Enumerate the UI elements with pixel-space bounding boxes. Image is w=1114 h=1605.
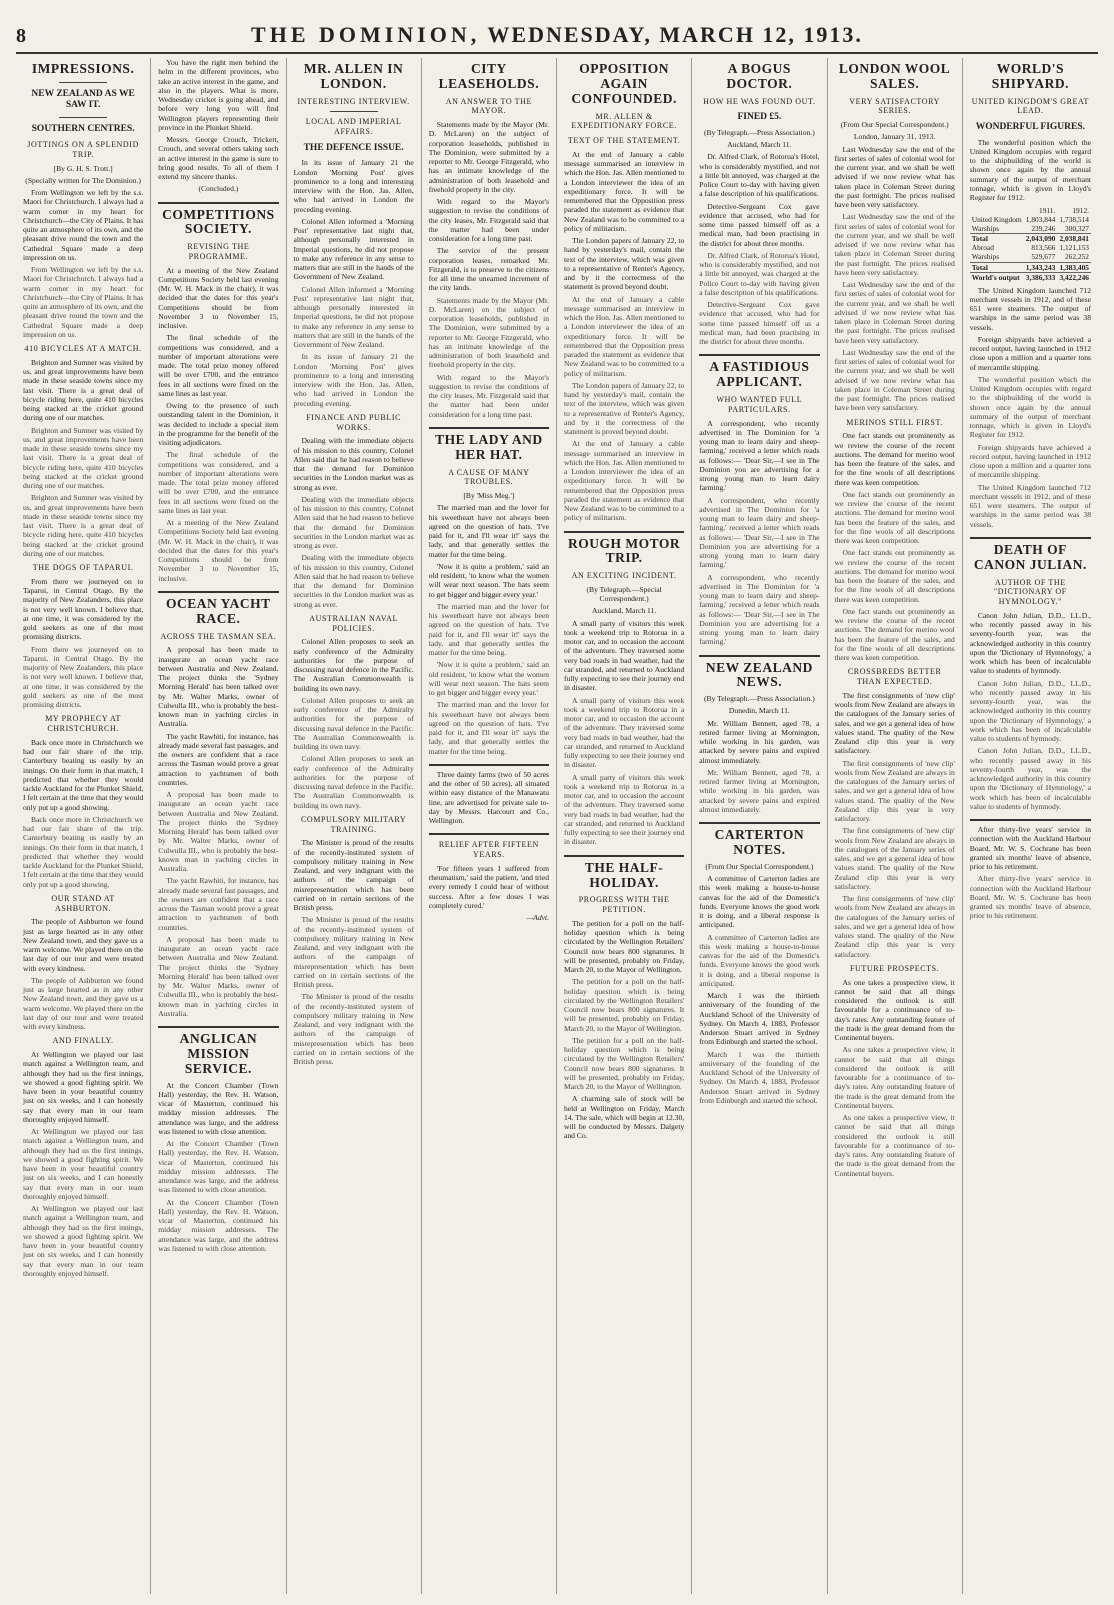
table-cell: 262,252 [1064, 252, 1089, 262]
paragraph: One fact stands out prominently as we review the course of the recent auctions. The demand for merino wool has been the feature of the sales, and for the fine wools of all descriptions there was keen competition. [834, 548, 955, 604]
paragraph: In its issue of January 21 the London 'Morning Post' gives prominence to a long and interesting interview with the Hon. Jas. Allen, who had arrived in London the preceding evening. [293, 352, 414, 408]
table-row [970, 234, 1091, 244]
paragraph: Mr. William Bennett, aged 78, a retired farmer living at Mornington, while working in his garden, was attacked by severe pains and expired almost immediately. [699, 718, 820, 765]
credit-line: (From Our Special Correspondent.) [840, 120, 949, 130]
article-heading: DEATH OF CANON JULIAN. [973, 541, 1087, 572]
table-row [970, 224, 1091, 234]
column-2 [151, 58, 286, 1594]
paragraph: Dealing with the immediate objects of his mission to this country, Colonel Allen said that he had reason to believe that the demand for Dominion securities in the London market was as strong as ever. [293, 494, 414, 551]
article-subheading: VERY SATISFACTORY SERIES. [849, 96, 940, 116]
paragraph: Statements made by the Mayor (Mr. D. McLaren) on the subject of corporation leaseholds, published in The Dominion, were submitted by a reporter to Mr. George Fitzgerald, who has an intimate knowledge of the administration of both leasehold and freehold property in the city. [428, 295, 549, 370]
paragraph: Mr. William Bennett, aged 78, a retired farmer living at Mornington, while working in his garden, was attacked by severe pains and expired almost immediately. [699, 767, 820, 814]
table-cell: 3,422,246 [1057, 272, 1091, 282]
paragraph: In its issue of January 21 the London 'Morning Post' gives prominence to a long and interesting interview with the Hon. Jas. Allen, who had arrived in London the preceding evening. [293, 158, 414, 214]
table-cell: 300,327 [1064, 224, 1089, 234]
section-subhead: COMPULSORY MILITARY TRAINING. [300, 814, 407, 834]
paragraph: As one takes a prospective view, it cannot be said that all things considered the outlook is still favourable for a continuance of to-day's rates. Any outstanding feature of the trade is the great demand from the Continental buyers. [834, 977, 955, 1043]
paragraph: At the end of January a cable message summarised an interview in which the Hon. Jas. Allen mentioned to a London interviewer the idea of an expeditionary force. It will be remembered that the Opposition press paraded the statement as evidence that New Zealand was to be committed to a policy of militarism. [564, 439, 685, 523]
table-cell: 2,043,090 [1024, 234, 1058, 244]
credit-line: (Specially written for The Dominion.) [25, 175, 141, 185]
article-subheading: AN ANSWER TO THE MAYOR. [445, 96, 533, 116]
paragraph: Colonel Allen informed a 'Morning Post' representative last night that, although personally interested in Imperial questions, he did not propose to make any reference in any sense to matters that are still in the hands of the Government of New Zealand. [293, 216, 414, 282]
paragraph: Colonel Allen proposes to seek an early conference of the Admiralty authorities for the purpose of discussing naval defence in the Pacific. The Australian Commonwealth is building its own navy. [293, 754, 414, 810]
paragraph: Owing to the presence of such outstanding talent in the Dominion, it was decided to include a special item in the programme for the benefit of the visiting adjudicators. [158, 401, 279, 448]
article-heading: IMPRESSIONS. [31, 61, 135, 76]
paragraph: The Minister is proud of the results of the recently-instituted system of compulsory military training in New Zealand, and very indignant with the authors of the campaign of misrepresentation which has been carried on in certain sections of the British press. [293, 915, 414, 990]
table-cell: World's output [970, 272, 1024, 282]
article-subheading: HOW HE WAS FOUND OUT. [703, 96, 816, 106]
paragraph: Foreign shipyards have achieved a record output, having launched in 1912 close upon a million and a quarter tons of mercantile shipping. [969, 442, 1091, 480]
paragraph: A correspondent, who recently advertised in The Dominion for 'a young man to learn dairy and sheep-farming,' received a letter which reads as follows:— 'Dear Sir,—I see in The Dominion you are advertising for a strong young man to learn dairy farming.' [699, 495, 820, 570]
column-5 [557, 58, 692, 1594]
table-cell: 3,386,333 [1024, 272, 1058, 282]
paragraph: A small party of visitors this week took a weekend trip to Rotorua in a motor car, and to occasion the account of the adventure. They traversed some very bad roads in bad weather, had the car stranded, and returned to Auckland fully expecting to see their journey end in disaster. [564, 772, 685, 847]
paragraph: A proposal has been made to inaugurate an ocean yacht race between Australia and New Zealand. The project thinks the 'Sydney Morning Herald' has been talked over by Mr. Walter Marks, owner of Culwulla III., who is probably the best-known man in yachting circles in Australia. [158, 934, 279, 1018]
paragraph: One fact stands out prominently as we review the course of the recent auctions. The demand for merino wool has been the feature of the sales, and for the fine wools of all descriptions there was keen competition. [834, 489, 955, 546]
article-heading: NEW ZEALAND NEWS. [705, 659, 813, 690]
article-subheading: REVISING THE PROGRAMME. [187, 242, 250, 261]
column-6 [692, 58, 827, 1594]
article-subheading: ACROSS THE TASMAN SEA. [160, 631, 277, 641]
section-subhead: 410 BICYCLES AT A MATCH. [24, 344, 142, 354]
paragraph: Brighton and Sumner was visited by us, and great improvements have been made in these seaside towns since my last visit. There is a great deal of bicycle riding here, quite 410 bicycles being stacked at the cricket ground during one of our matches. [23, 493, 144, 558]
table-total-row [970, 272, 1091, 282]
paragraph: One fact stands out prominently as we review the course of the recent auctions. The demand for merino wool has been the feature of the sales, and for the fine wools of all descriptions there was keen competition. [834, 606, 955, 663]
paragraph: 'Now it is quite a problem,' said an old resident, 'to know what the women will wear next season. The hats seem to get bigger and bigger every year.' [428, 660, 549, 698]
paragraph: At a meeting of the New Zealand Competitions Society held last evening (Mr. W. H. Mack in the chair), it was decided that the dates for this year's Competitions should be from November 3 to November 15, inclusive. [158, 518, 279, 583]
paragraph: A charming sale of stock will be held at Wellington on Friday, March 14. The sale, which will begin at 12.30, will be conducted by Messrs. Dalgety and Co. [564, 1094, 685, 1141]
article-heading: LONDON WOOL SALES. [838, 61, 951, 91]
paragraph: A committee of Carterton ladies are this week making a house-to-house canvas for the aid of the Domestic's funds. Everyone knows the good work it is doing, and a liberal response is anticipated. [699, 874, 820, 930]
paragraph: Brighton and Sumner was visited by us, and great improvements have been made in these seaside towns since my last visit. There is a great deal of bicycle riding here, quite 410 bicycles being stacked at the cricket ground during one of our matches. [23, 357, 144, 423]
paragraph: Brighton and Sumner was visited by us, and great improvements have been made in these seaside towns since my last visit. There is a great deal of bicycle riding here, quite 410 bicycles being stacked at the cricket ground during one of our matches. [23, 425, 144, 491]
article-subheading: MR. ALLEN & EXPEDITIONARY FORCE. [571, 111, 677, 131]
article-heading: ANGLICAN MISSION SERVICE. [179, 1031, 258, 1076]
table-cell [970, 206, 1024, 215]
article-subheading: INTERESTING INTERVIEW. [297, 96, 410, 106]
paragraph: Foreign shipyards have achieved a record output, having launched in 1912 close upon a million and a quarter tons of mercantile shipping. [969, 334, 1091, 372]
paragraph: Detective-Sergeant Cox gave evidence that accused, who had for some time passed himself off as a medical man, had been practising in the district for about three months. [699, 201, 820, 248]
section-subhead: FUTURE PROSPECTS. [849, 963, 940, 973]
table-cell: 239,246 [1031, 224, 1056, 234]
paragraph: At Wellington we played our last match against a Wellington team, and although they had us the first innings, we showed a good fighting spirit. We have been in your beautiful country just on six weeks, and I can honestly say that every man in our team thoroughly enjoyed himself. [23, 1050, 144, 1124]
article-subheading: AUTHOR OF THE "DICTIONARY OF HYMNOLOGY." [993, 577, 1067, 607]
section-subhead: MY PROPHECY AT CHRISTCHURCH. [45, 714, 122, 734]
paragraph: The Minister is proud of the results of the recently-instituted system of compulsory military training in New Zealand, and very indignant with the authors of the campaign of misrepresentation which has been carried on in certain sections of the British press. [293, 838, 414, 913]
section-subhead: OUR STAND AT ASHBURTON. [51, 893, 115, 913]
column-3 [287, 58, 422, 1594]
section-subhead: MERINOS STILL FIRST. [846, 417, 943, 427]
article-subheading: AN EXCITING INCIDENT. [571, 571, 677, 581]
paragraph: The London papers of January 22, to hand by yesterday's mail, contain the text of the interview, which was given to a representative of Renter's Agency, and by it the correctness of the statement is proved beyond doubt. [564, 236, 685, 292]
paper-name: THE DOMINION, [251, 22, 481, 47]
paragraph: Last Wednesday saw the end of the first series of sales of colonial wool for the current year, and we shall be well advised if we now review what has taken place in Coleman Street during the past fortnight. The prices realised have been very satisfactory. [834, 144, 955, 210]
article-heading: CARTERTON NOTES. [714, 827, 805, 858]
paragraph: At the Concert Chamber (Town Hall) yesterday, the Rev. H. Watson, vicar of Masterton, continued his midday mission addresses. The attendance was large, and the address was listened to with close attention. [158, 1139, 279, 1195]
article-subheading: JOTTINGS ON A SPLENDID TRIP. [27, 140, 139, 159]
paragraph: The United Kingdom launched 712 merchant vessels in 1912, and of these 651 were steamers. The output of warships in the same period was 38 vessels. [969, 285, 1091, 332]
paragraph: The first consignments of 'new clip' wools from New Zealand are always in the catalogues of the January series of sales, and we get a general idea of how values stand. The quality of the New Zealand clip this year is very satisfactory. [834, 690, 955, 756]
article-subheading: UNITED KINGDOM'S GREAT LEAD. [971, 96, 1090, 116]
paragraph: At Wellington we played our last match against a Wellington team, and although they had us the first innings, we showed a good fighting spirit. We have been in your beautiful country just on six weeks, and I can honestly say that every man in our team thoroughly enjoyed himself. [23, 1127, 144, 1201]
section-subhead: AUSTRALIAN NAVAL POLICIES. [309, 613, 398, 633]
table-row [970, 215, 1091, 224]
credit-line: (By Telegraph.—Press Association.) [704, 127, 815, 137]
paragraph: With regard to the Mayor's suggestion to revise the conditions of the city leases, Mr. Fitzgerald said that the matter had been under consideration for a long time past. [428, 197, 549, 244]
paragraph: The petition for a poll on the half-holiday question which is being circulated by the Wellington Retailers' Council now bears 800 signatures. It will be presented, probably on Friday, March 20, to the Mayor of Wellington. [564, 1035, 685, 1092]
paragraph: Back once more in Christchurch we had our fair share of the trip. Canterbury beating us easily by an innings. On their form in that match, I predicted that whether they would tackle Auckland for the Plunket Shield, I felt certain at the time that they would only put up a good showing. [23, 814, 144, 889]
paragraph: A proposal has been made to inaugurate an ocean yacht race between Australia and New Zealand. The project thinks the 'Sydney Morning Herald' has been talked over by Mr. Walter Marks, owner of Culwulla III., who is probably the best-known man in yachting circles in Australia. [158, 790, 279, 874]
article-subheading: WHO WANTED FULL PARTICULARS. [716, 395, 803, 414]
paragraph: The married man and the lover for his sweetheart have not always been agreed on the question of hats. 'I've paid for it, and I'll wear it!' says the lady, and that generally settles the matter for the time being. [428, 700, 549, 756]
article-heading: RELIEF AFTER FIFTEEN YEARS. [438, 840, 539, 860]
table-cell: Total [970, 234, 1024, 244]
byline: [By 'Miss Meg.'] [463, 491, 515, 501]
table-row [970, 252, 1091, 262]
paragraph: The petition for a poll on the half-holiday question which is being circulated by the Wellington Retailers' Council now bears 800 signatures. It will be presented, probably on Friday, March 20, to the Mayor of Wellington. [564, 977, 685, 1033]
paragraph: Three dainty farms (two of 50 acres and the other of 50 acres), all situated within easy distance of the Manawatu line, are advertised for private sale to-day by Messrs. Harcourt and Co., Wellington. [428, 769, 549, 826]
article-heading: OCEAN YACHT RACE. [166, 595, 271, 626]
paragraph: Colonel Allen informed a 'Morning Post' representative last night that, although personally interested in Imperial questions, he did not propose to make any reference in any sense to matters that are still in the hands of the Government of New Zealand. [293, 284, 414, 350]
paragraph: One fact stands out prominently as we review the course of the recent auctions. The demand for merino wool has been the feature of the sales, and for the fine wools of all descriptions there was keen competition. [834, 431, 955, 487]
column-8 [963, 58, 1098, 1594]
article-subheading: PROGRESS WITH THE PETITION. [578, 895, 670, 915]
column-4 [422, 58, 557, 1594]
paragraph: At a meeting of the New Zealand Competitions Society held last evening (Mr. W. H. Mack in the chair), it was decided that the dates for this year's Competitions should be from November 3 to November 15, inclusive. [158, 265, 279, 331]
paragraph: Last Wednesday saw the end of the first series of sales of colonial wool for the current year, and we shall be well advised if we now review what has taken place in Coleman Street during the past fortnight. The prices realised have been very satisfactory. [834, 212, 955, 277]
dateline: London, January 31, 1913. [853, 132, 936, 142]
paragraph: From there we journeyed on to Taparui, in Central Otago. By the majority of New Zealanders, this place is not very well known. I believe that, at one time, it was considered by the gold seekers as one of the most promising districts. [23, 576, 144, 642]
paragraph: The London papers of January 22, to hand by yesterday's mail, contain the text of the interview, which was given to a representative of Renter's Agency, and by it the correctness of the statement is proved beyond doubt. [564, 380, 685, 437]
paragraph: Messrs. George Crouch, Trickett, Crouch, and several others taking such an active interest in the game is sure to bring good results. To all of them I extend my sincere thanks. [158, 135, 279, 181]
paragraph: A correspondent, who recently advertised in The Dominion for 'a young man to learn dairy and sheep-farming,' received a letter which reads as follows:— 'Dear Sir,—I see in The Dominion you are advertising for a strong young man to learn dairy farming.' [699, 418, 820, 493]
masthead-title [76, 22, 1038, 48]
paragraph: The final schedule of the competitions was considered, and a number of important alterations were made. The total prize money offered will be over £700, and the entrance fees in all sections were fixed on the same lines as last year. [158, 333, 279, 398]
article-subheading: A CAUSE OF MANY TROUBLES. [448, 467, 530, 487]
paragraph: The married man and the lover for his sweetheart have not always been agreed on the question of hats. 'I've paid for it, and I'll wear it!' says the lady, and that generally settles the matter for the time being. [428, 601, 549, 658]
column-7 [828, 58, 963, 1594]
paragraph: The people of Ashburton we found just as large hearted as in any other New Zealand town, and they gave us a warm welcome. We played there on the last day of our tour and were treated with every kindness. [23, 917, 144, 973]
article-heading: ROUGH MOTOR TRIP. [568, 535, 681, 566]
paragraph: At the Concert Chamber (Town Hall) yesterday, the Rev. H. Watson, vicar of Masterton, continued his midday mission addresses. The attendance was large, and the address was listened to with close attention. [158, 1197, 279, 1253]
dateline: Auckland, March 11. [727, 140, 792, 150]
table-cell: Abroad [971, 243, 994, 253]
paragraph: Last Wednesday saw the end of the first series of sales of colonial wool for the current year, and we shall be well advised if we now review what has taken place in Coleman Street during the past fortnight. The prices realised have been very satisfactory. [834, 347, 955, 413]
page-number: 8 [16, 25, 26, 47]
paragraph: As one takes a prospective view, it cannot be said that all things considered the outlook is still favourable for a continuance of to-day's rates. Any outstanding feature of the trade is the great demand from the Continental buyers. [834, 1113, 955, 1178]
table-cell: Warships [971, 224, 1000, 234]
credit-line: (From Our Special Correspondent.) [705, 861, 814, 871]
table-cell: Total [970, 262, 1024, 272]
paragraph: The United Kingdom launched 712 merchant vessels in 1912, and of these 651 were steamers. The output of warships in the same period was 38 vessels. [969, 482, 1091, 529]
section-subhead: CROSSBREDS BETTER THAN EXPECTED. [847, 667, 942, 687]
paragraph: Dealing with the immediate objects of his mission to this country, Colonel Allen said that he had reason to believe that the demand for Dominion securities in the London market was as strong as ever. [293, 553, 414, 609]
article-subheading: FINED £5. [737, 112, 782, 123]
paragraph: Canon John Julian, D.D., LL.D., who recently passed away in his seventy-fourth year, was the acknowledged authority in this country upon the 'Dictionary of Hymnology,' a work which has been of incalculable value to students of hymnody. [969, 610, 1091, 676]
column-1 [16, 58, 151, 1594]
paragraph: After thirty-five years' service in connection with the Auckland Harbour Board, Mr. W. S. Cochrane has been granted six months' leave of absence, prior to his retirement. [969, 825, 1091, 872]
masthead [16, 14, 1098, 54]
article-heading: A FASTIDIOUS APPLICANT. [709, 359, 810, 390]
article-subheading: NEW ZEALAND AS WE SAW IT. [31, 88, 135, 111]
table-cell: 1,121,153 [1059, 243, 1089, 253]
issue-date: WEDNESDAY, MARCH 12, 1913. [487, 22, 863, 47]
paragraph: March 1 was the thirtieth anniversary of the founding of the Auckland School of the University of Sydney. On March 4, 1883, Professor Anderson Stuart arrived in Sydney from Edinburgh and started the school. [699, 1049, 820, 1105]
shipbuilding-table [970, 206, 1091, 281]
paragraph: The Minister is proud of the results of the recently-instituted system of compulsory military training in New Zealand, and very indignant with the authors of the campaign of misrepresentation which has been carried on in certain sections of the British press. [293, 992, 414, 1067]
table-row [970, 262, 1091, 272]
table-cell: Warships [971, 252, 1000, 262]
paragraph: The first consignments of 'new clip' wools from New Zealand are always in the catalogues of the January series of sales, and we get a general idea of how values stand. The quality of the New Zealand clip this year is very satisfactory. [834, 894, 955, 959]
table-cell: 1911. [1039, 206, 1056, 216]
article-heading: A BOGUS DOCTOR. [726, 61, 793, 91]
article-subheading: LOCAL AND IMPERIAL AFFAIRS. [305, 117, 402, 137]
paragraph: As one takes a prospective view, it cannot be said that all things considered the outlook is still favourable for a continuance of to-day's rates. Any outstanding feature of the trade is the great demand from the Continental buyers. [834, 1045, 955, 1110]
paragraph: The wonderful position which the United Kingdom occupies with regard to the shipbuilding of the world is shown once again by the annual summary of the output of merchant tonnage, which is given in Lloyd's Register for 1912. [969, 374, 1091, 440]
paragraph: The wonderful position which the United Kingdom occupies with regard to the shipbuilding of the world is shown once again by the annual summary of the output of merchant tonnage, which is given in Lloyd's Register for 1912. [969, 137, 1091, 203]
paragraph: Statements made by the Mayor (Mr. D. McLaren) on the subject of corporation leaseholds, published in The Dominion, were submitted by a reporter to Mr. George Fitzgerald, who has an intimate knowledge of the administration of both leasehold and freehold property in the city. [428, 120, 549, 194]
table-cell: 1,803,844 [1025, 215, 1056, 225]
article-subheading: SOUTHERN CENTRES. [31, 123, 135, 134]
paragraph: Colonel Allen proposes to seek an early conference of the Admiralty authorities for the purpose of discussing naval defence in the Pacific. The Australian Commonwealth is building its own navy. [293, 637, 414, 693]
article-heading: OPPOSITION AGAIN CONFOUNDED. [571, 61, 677, 106]
section-subhead: FINANCE AND PUBLIC WORKS. [306, 412, 402, 432]
advert-mark: —Advt. [526, 913, 549, 923]
credit-line: (By Telegraph.—Special Correspondent.) [586, 584, 662, 604]
paragraph: 'Now it is quite a problem,' said an old resident, 'to know what the women will wear next season. The hats seem to get bigger and bigger every year.' [428, 561, 549, 599]
paragraph: The people of Ashburton we found just as large hearted as in any other New Zealand town, and they gave us a warm welcome. We played there on the last day of our tour and were treated with every kindness. [23, 975, 144, 1032]
paragraph: You have the right men behind the helm in the different provinces, who take an active interest in the game, and also in the players. What is more, Wednesday cricket is going ahead, and before very long you will find Wellington players representing their province in the Plunket Shield. [158, 58, 279, 132]
paragraph: From Wellington we left by the s.s. Maori for Christchurch. I always had a warm corner in my heart for Christchurch—the City of Plains. It has quite an atmosphere of its own, and the pleasant drive round the town and the Cathedral Square made a deep impression on us. [23, 188, 144, 262]
credit-line: (By Telegraph.—Press Association.) [704, 694, 815, 704]
paragraph: At the end of January a cable message summarised an interview in which the Hon. Jas. Allen mentioned to a London interviewer the idea of an expeditionary force. It will be remembered that the Opposition press paraded the statement as evidence that New Zealand was to be committed to a policy of militarism. [564, 149, 685, 233]
article-heading: WORLD'S SHIPYARD. [991, 61, 1069, 91]
paragraph: A proposal has been made to inaugurate an ocean yacht race between Australia and New Zealand. The project thinks the 'Sydney Morning Herald' has been talked over by Mr. Walter Marks, owner of Culwulla III., who is probably the best-known man in yachting circles in Australia. [158, 645, 279, 729]
article-heading: THE LADY AND HER HAT. [435, 431, 543, 462]
paragraph: A small party of visitors this week took a weekend trip to Rotorua in a motor car, and to occasion the account of the adventure. They traversed some very bad roads in bad weather, had the car stranded, and returned to Auckland fully expecting to see their journey end in disaster. [564, 618, 685, 693]
dateline: Auckland, March 11. [592, 606, 657, 616]
table-cell: 2,038,841 [1057, 234, 1091, 244]
columns [16, 58, 1098, 1594]
paragraph: With regard to the Mayor's suggestion to revise the conditions of the city leases, Mr. Fitzgerald said that the matter had been under consideration for a long time past. [428, 372, 549, 419]
table-header-row [970, 206, 1091, 215]
table-cell: 1,738,514 [1059, 215, 1089, 225]
concluded-note: (Concluded.) [198, 184, 239, 194]
paragraph: Detective-Sergeant Cox gave evidence that accused, who had for some time passed himself off as a medical man, had been practising in the district for about three months. [699, 300, 820, 347]
paragraph: The final schedule of the competitions was considered, and a number of important alterations were made. The total prize money offered will be over £700, and the entrance fees in all sections were fixed on the same lines as last year. [158, 450, 279, 515]
paragraph: Dr. Alfred Clark, of Rotorua's Hotel, who is considerably mystified, and not a little bit annoyed, was charged at the Police Court to-day with having given a false description of his qualifications. [699, 152, 820, 199]
article-heading: MR. ALLEN IN LONDON. [303, 61, 404, 91]
article-subheading: THE DEFENCE ISSUE. [303, 142, 404, 153]
article-heading: CITY LEASEHOLDS. [438, 61, 540, 91]
table-cell: 1,383,405 [1057, 262, 1091, 272]
paragraph: Dealing with the immediate objects of his mission to this country, Colonel Allen said that he had reason to believe that the demand for Dominion securities in the London market was as strong as ever. [293, 436, 414, 492]
table-cell: 813,566 [1031, 243, 1056, 253]
paragraph: After thirty-five years' service in connection with the Auckland Harbour Board, Mr. W. S. Cochrane has been granted six months' leave of absence, prior to his retirement. [969, 874, 1091, 921]
paragraph: The married man and the lover for his sweetheart have not always been agreed on the question of hats. 'I've paid for it, and I'll wear it!' says the lady, and that generally settles the matter for the time being. [428, 503, 549, 559]
paragraph: The yacht Rawhiti, for instance, has already made several fast passages, and the owners are confident that a race across the Tasman would prove a great attraction to yachtsmen of both countries. [158, 876, 279, 932]
paragraph: From there we journeyed on to Taparui, in Central Otago. By the majority of New Zealanders, this place is not very well known. I believe that, at one time, it was considered by the gold seekers as one of the most promising districts. [23, 644, 144, 710]
paragraph: At Wellington we played our last match against a Wellington team, and although they had us the first innings, we showed a good fighting spirit. We have been in your beautiful country just on six weeks, and I can honestly say that every man in our team thoroughly enjoyed himself. [23, 1204, 144, 1278]
paragraph: Canon John Julian, D.D., LL.D., who recently passed away in his seventy-fourth year, was the acknowledged authority in this country upon the 'Dictionary of Hymnology,' a work which has been of incalculable value to students of hymnody. [969, 678, 1091, 744]
paragraph: 'For fifteen years I suffered from rheumatism,' said the patient, 'and tried every remedy I could hear of without success. After a few doses I was completely cured.' [428, 863, 549, 910]
table-cell: 529,677 [1031, 252, 1056, 262]
paragraph: At the end of January a cable message summarised an interview in which the Hon. Jas. Allen mentioned to a London interviewer the idea of an expeditionary force. It will be remembered that the Opposition press paraded the statement as evidence that New Zealand was to be committed to a policy of militarism. [564, 294, 685, 378]
paragraph: The first consignments of 'new clip' wools from New Zealand are always in the catalogues of the January series of sales, and we get a general idea of how values stand. The quality of the New Zealand clip this year is very satisfactory. [834, 826, 955, 891]
article-heading: THE HALF-HOLIDAY. [584, 859, 664, 890]
paragraph: A committee of Carterton ladies are this week making a house-to-house canvas for the aid of the Domestic's funds. Everyone knows the good work it is doing, and a liberal response is anticipated. [699, 932, 820, 988]
dateline: Dunedin, March 11. [728, 706, 790, 716]
paragraph: Colonel Allen proposes to seek an early conference of the Admiralty authorities for the purpose of discussing naval defence in the Pacific. The Australian Commonwealth is building its own navy. [293, 695, 414, 752]
paragraph: A correspondent, who recently advertised in The Dominion for 'a young man to learn dairy and sheep-farming,' received a letter which reads as follows:— 'Dear Sir,—I see in The Dominion you are advertising for a strong young man to learn dairy farming.' [699, 572, 820, 647]
paragraph: A small party of visitors this week took a weekend trip to Rotorua in a motor car, and to occasion the account of the adventure. They traversed some very bad roads in bad weather, had the car stranded, and returned to Auckland fully expecting to see their journey end in disaster. [564, 695, 685, 770]
paragraph: Last Wednesday saw the end of the first series of sales of colonial wool for the current year, and we shall be well advised if we now review what has taken place in Coleman Street during the past fortnight. The prices realised have been very satisfactory. [834, 280, 955, 345]
paragraph: Canon John Julian, D.D., LL.D., who recently passed away in his seventy-fourth year, was the acknowledged authority in this country upon the 'Dictionary of Hymnology,' a work which has been of incalculable value to students of hymnody. [969, 746, 1091, 811]
table-row [970, 243, 1091, 252]
paragraph: The service of the present corporation leases, remarked Mr. Fitzgerald, is to preserve to the citizens for all time the unearned increment of the city lands. [428, 246, 549, 293]
article-subheading: WONDERFUL FIGURES. [975, 122, 1085, 133]
paragraph: The first consignments of 'new clip' wools from New Zealand are always in the catalogues of the January series of sales, and we get a general idea of how values stand. The quality of the New Zealand clip this year is very satisfactory. [834, 758, 955, 824]
paragraph: The petition for a poll on the half-holiday question which is being circulated by the Wellington Retailers' Council now bears 800 signatures. It will be presented, probably on Friday, March 20, to the Mayor of Wellington. [564, 918, 685, 975]
section-subhead: AND FINALLY. [52, 1036, 114, 1046]
table-cell: 1,343,243 [1024, 262, 1058, 272]
paragraph: March 1 was the thirtieth anniversary of the founding of the Auckland School of the University of Sydney. On March 4, 1883, Professor Anderson Stuart arrived in Sydney from Edinburgh and started the school. [699, 991, 820, 1047]
table-cell: United Kingdom [971, 215, 1022, 225]
paragraph: From Wellington we left by the s.s. Maori for Christchurch. I always had a warm corner in my heart for Christchurch—the City of Plains. It has quite an atmosphere of its own, and the pleasant drive round the town and the Cathedral Square made a deep impression on us. [23, 265, 144, 339]
table-cell: 1912. [1072, 206, 1089, 216]
byline: [By G. H. S. Trott.] [53, 163, 113, 173]
paragraph: Dr. Alfred Clark, of Rotorua's Hotel, who is considerably mystified, and not a little bit annoyed, was charged at the Police Court to-day with having given a false description of his qualifications. [699, 250, 820, 297]
paragraph: The yacht Rawhiti, for instance, has already made several fast passages, and the owners are confident that a race across the Tasman would prove a great attraction to yachtsmen of both countries. [158, 731, 279, 787]
article-heading: COMPETITIONS SOCIETY. [162, 206, 275, 237]
article-subheading: TEXT OF THE STATEMENT. [567, 136, 681, 146]
paragraph: Back once more in Christchurch we had our fair share of the trip. Canterbury beating us easily by an innings. On their form in that match, I predicted that whether they would tackle Auckland for the Plunket Shield, I felt certain at the time that they would only put up a good showing. [23, 737, 144, 812]
paragraph: At the Concert Chamber (Town Hall) yesterday, the Rev. H. Watson, vicar of Masterton, continued his midday mission addresses. The attendance was large, and the address was listened to with close attention. [158, 1080, 279, 1136]
section-subhead: THE DOGS OF TAPARUI. [32, 563, 134, 573]
